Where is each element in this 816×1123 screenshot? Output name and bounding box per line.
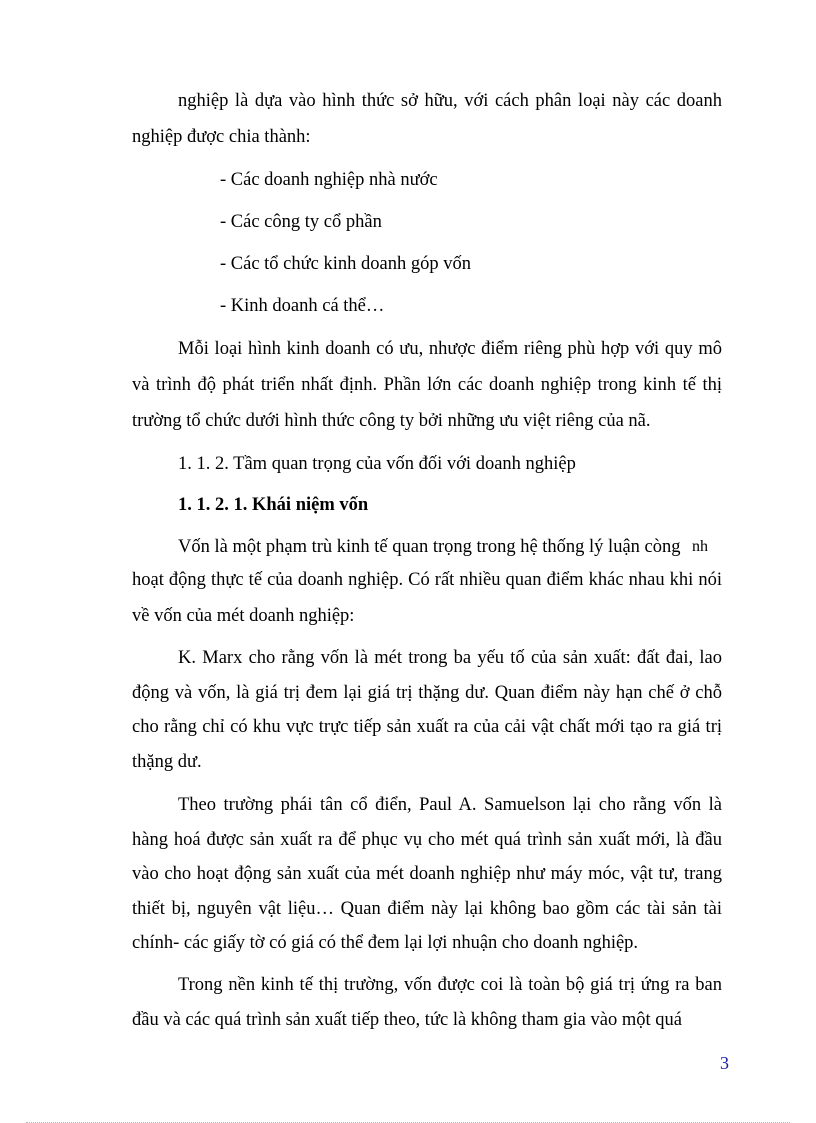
- section-heading: 1. 1. 2. Tầm quan trọng của vốn đối với doanh nghiệp: [178, 454, 576, 474]
- paragraph-line: nghiệp là dựa vào hình thức sở hữu, với cách phân loại này các doanh: [178, 91, 722, 111]
- paragraph-line: cho rằng chỉ có khu vực trực tiếp sản xuất ra của cải vật chất mới tạo ra giá trị: [132, 717, 722, 737]
- list-item: - Kinh doanh cá thể…: [220, 296, 385, 316]
- paragraph-line: thiết bị, nguyên vật liệu… Quan điểm này lại không bao gồm các tài sản tài: [132, 899, 722, 919]
- paragraph-line: thặng dư.: [132, 752, 202, 772]
- paragraph-line: hàng hoá được sản xuất ra để phục vụ cho mét quá trình sản xuất mới, là đầu: [132, 830, 722, 850]
- paragraph-line: hoạt động thực tế của doanh nghiệp. Có rất nhiều quan điểm khác nhau khi nói: [132, 570, 722, 590]
- paragraph-line: Mỗi loại hình kinh doanh có ưu, nhược điểm riêng phù hợp với quy mô: [178, 339, 722, 359]
- paragraph-line: động và vốn, là giá trị đem lại giá trị thặng dư. Quan điểm này hạn chế ở chỗ: [132, 683, 722, 703]
- page-number: 3: [720, 1053, 729, 1073]
- paragraph-line: trường tổ chức dưới hình thức công ty bởi những ưu việt riêng của nã.: [132, 411, 651, 431]
- list-item: - Các tổ chức kinh doanh góp vốn: [220, 254, 471, 274]
- paragraph-line: Theo trường phái tân cổ điển, Paul A. Samuelson lại cho rằng vốn là: [178, 795, 722, 815]
- paragraph-line: và trình độ phát triển nhất định. Phần lớn các doanh nghiệp trong kinh tế thị: [132, 375, 722, 395]
- paragraph-line: đầu và các quá trình sản xuất tiếp theo, tức là không tham gia vào một quá: [132, 1010, 682, 1030]
- paragraph-line: K. Marx cho rằng vốn là mét trong ba yếu tố của sản xuất: đất đai, lao: [178, 648, 722, 668]
- paragraph-line: về vốn của mét doanh nghiệp:: [132, 606, 355, 626]
- paragraph-line: nghiệp được chia thành:: [132, 127, 311, 147]
- paragraph-line: Trong nền kinh tế thị trường, vốn được coi là toàn bộ giá trị ứng ra ban: [178, 975, 722, 995]
- list-item: - Các công ty cổ phần: [220, 212, 382, 232]
- paragraph-line: Vốn là một phạm trù kinh tế quan trọng trong hệ thống lý luận còng: [178, 537, 681, 557]
- subsection-heading: 1. 1. 2. 1. Khái niệm vốn: [178, 495, 369, 515]
- list-item: - Các doanh nghiệp nhà nước: [220, 170, 438, 190]
- paragraph-line: vào cho hoạt động sản xuất của mét doanh nghiệp như máy móc, vật tư, trang: [132, 864, 722, 884]
- paragraph-line: chính- các giấy tờ có giá có thể đem lại lợi nhuận cho doanh nghiệp.: [132, 933, 639, 953]
- line-fragment: nh: [692, 538, 708, 555]
